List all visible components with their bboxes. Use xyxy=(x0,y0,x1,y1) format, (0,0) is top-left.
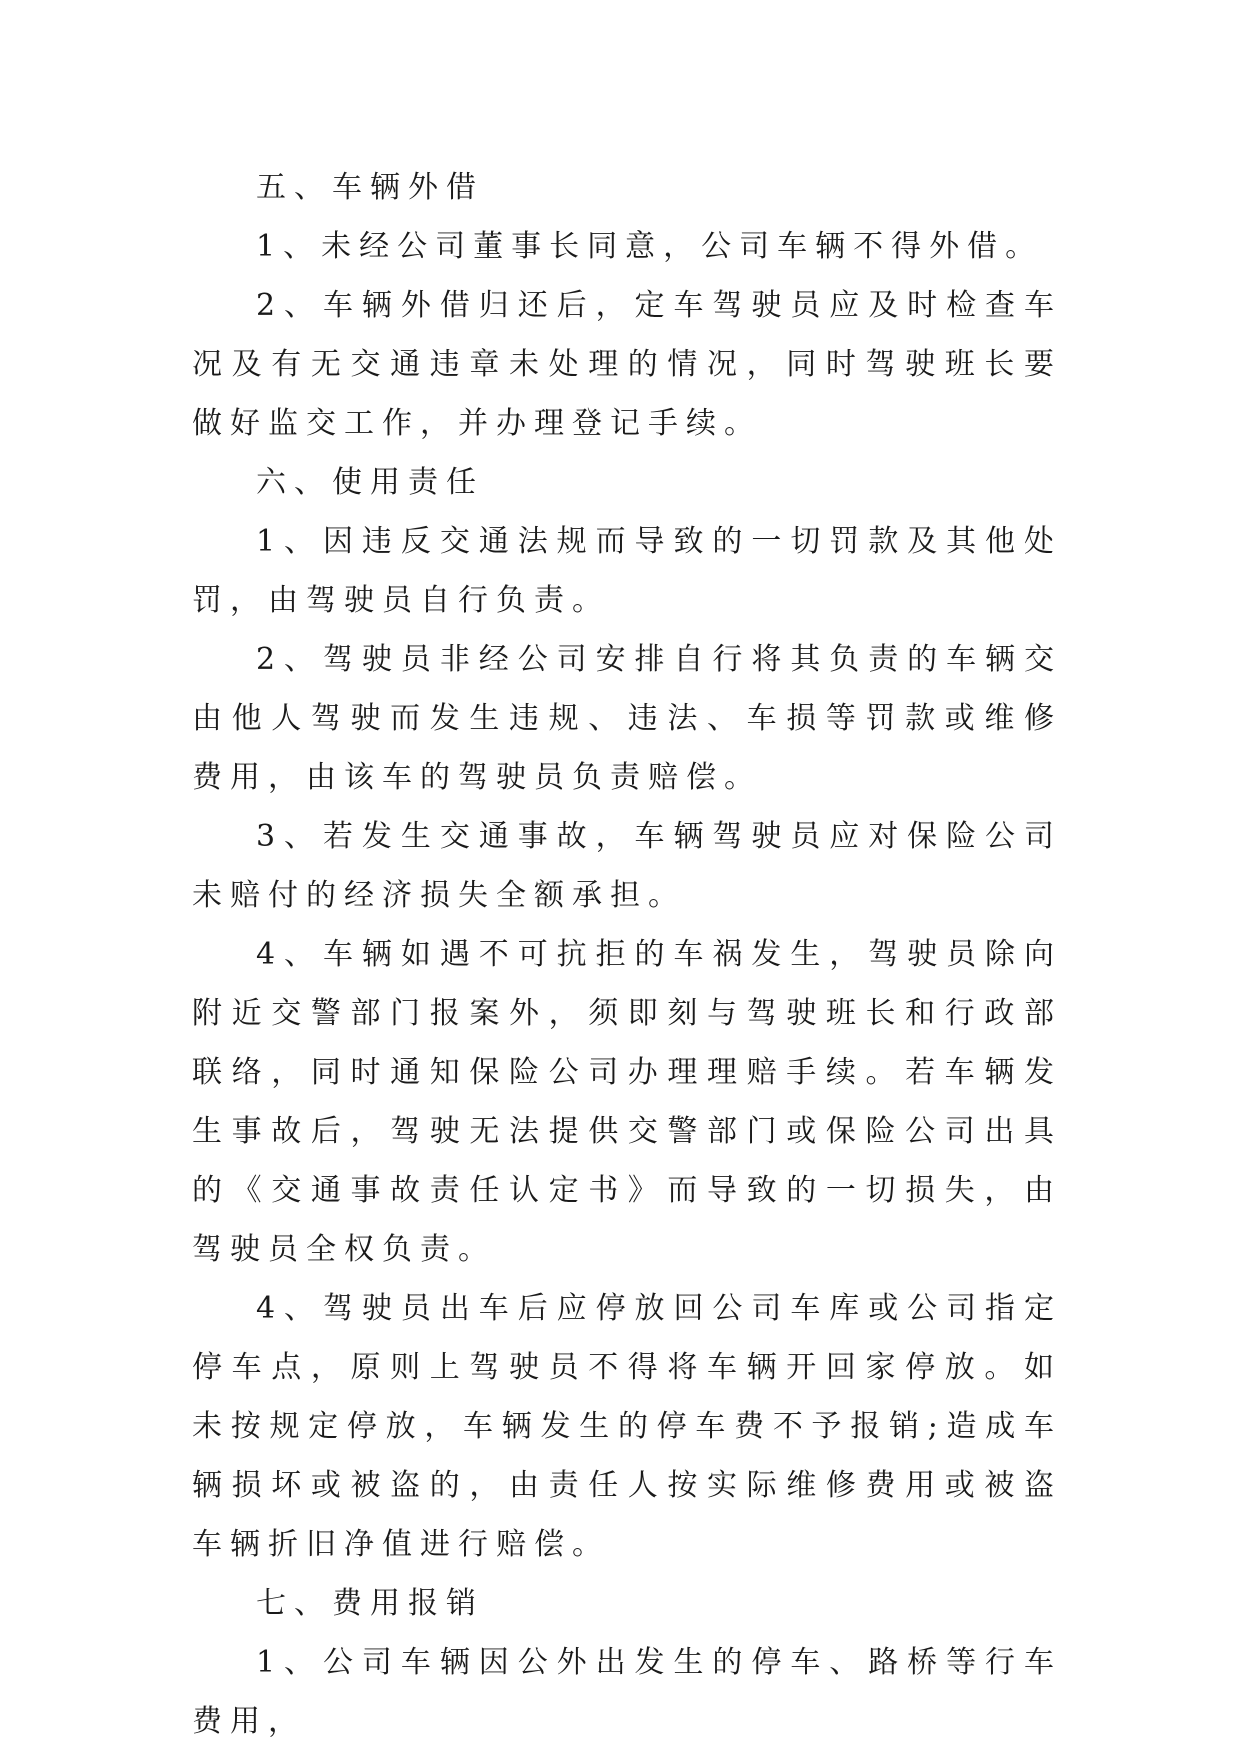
section-heading-usage-responsibility: 六、使用责任 xyxy=(256,465,484,500)
paragraph: 4、驾驶员出车后应停放回公司车库或公司指定停车点，原则上驾驶员不得将车辆开回家停放。如未按规定停放，车辆发生的停车费不予报销;造成车辆损坏或被盗的，由责任人按实际维修费用或被盗车辆折旧净值进行赔偿。 xyxy=(192,1291,1062,1562)
paragraph: 2、车辆外借归还后，定车驾驶员应及时检查车况及有无交通违章未处理的情况，同时驾驶班长要做好监交工作，并办理登记手续。 xyxy=(192,288,1062,441)
paragraph: 1、未经公司董事长同意，公司车辆不得外借。 xyxy=(256,229,1044,264)
document-body xyxy=(192,158,1062,1751)
section-heading-vehicle-lending: 五、车辆外借 xyxy=(256,170,484,205)
paragraph: 3、若发生交通事故，车辆驾驶员应对保险公司未赔付的经济损失全额承担。 xyxy=(192,819,1062,913)
paragraph: 2、驾驶员非经公司安排自行将其负责的车辆交由他人驾驶而发生违规、违法、车损等罚款或维修费用，由该车的驾驶员负责赔偿。 xyxy=(192,642,1062,795)
paragraph: 1、因违反交通法规而导致的一切罚款及其他处罚，由驾驶员自行负责。 xyxy=(192,524,1062,618)
paragraph: 4、车辆如遇不可抗拒的车祸发生，驾驶员除向附近交警部门报案外，须即刻与驾驶班长和行政部联络，同时通知保险公司办理理赔手续。若车辆发生事故后，驾驶无法提供交警部门或保险公司出具的《交通事故责任认定书》而导致的一切损失，由驾驶员全权负责。 xyxy=(192,937,1062,1267)
paragraph: 1、公司车辆因公外出发生的停车、路桥等行车费用， xyxy=(192,1645,1062,1739)
section-heading-expense-reimbursement: 七、费用报销 xyxy=(256,1586,484,1621)
